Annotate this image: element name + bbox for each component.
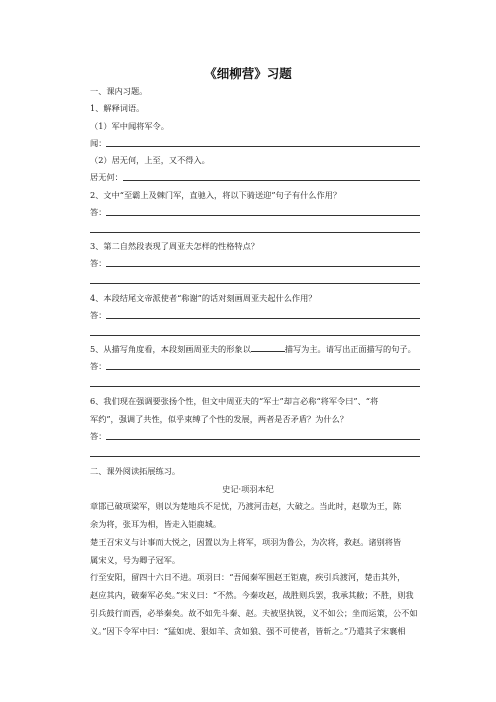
reading-paragraph-line: 余为将，张耳为相，皆走入钜鹿城。 <box>90 519 222 529</box>
question-1-sub-1: （1）军中闻将军令。 <box>90 121 169 131</box>
page-title: 《细柳营》习题 <box>204 66 292 81</box>
question-6-line-1: 6、我们现在强调要张扬个性，但文中周亚夫的“军士”却言必称“将军令曰”、“将 <box>90 396 379 406</box>
answer-line <box>106 439 420 440</box>
answer-line <box>106 146 420 147</box>
answer-label: 居无何： <box>90 172 123 182</box>
reading-paragraph-line: 章邯已破项梁军，则以为楚地兵不足忧，乃渡河击赵，大破之。当此时，赵歇为王，陈 <box>90 501 402 511</box>
answer-line <box>90 283 420 284</box>
reading-paragraph-line: 义。”因下令军中曰：“猛如虎、狠如羊、贪如狼、强不可使者，皆斩之。”乃遣其子宋襄相 <box>90 626 406 636</box>
answer-line <box>106 369 420 370</box>
question-1: 1、解释词语。 <box>90 103 145 113</box>
answer-label: 答： <box>90 310 107 320</box>
answer-line <box>123 180 420 181</box>
answer-line <box>90 456 420 457</box>
question-3: 3、第二自然段表现了周亚夫怎样的性格特点？ <box>90 241 259 251</box>
question-5 <box>90 344 420 354</box>
answer-label: 答： <box>90 258 107 268</box>
reading-paragraph-line: 引兵鼓行而西，必举秦矣。故不如先斗秦、赵。夫被坚执锐，义不如公；坐而运策，公不如 <box>90 608 418 618</box>
answer-label: 闻： <box>90 138 107 148</box>
answer-line <box>106 215 420 216</box>
question-5-text-after: 描写为主。请写出正面描写的句子。 <box>284 344 416 354</box>
reading-paragraph-line: 属宋义，号为卿子冠军。 <box>90 555 181 565</box>
fill-in-blank[interactable] <box>251 351 285 352</box>
question-4: 4、本段结尾文帝派使者“称谢”的话对刻画周亚夫起什么作用？ <box>90 293 317 303</box>
answer-line <box>90 232 420 233</box>
reading-title: 史记·项羽本纪 <box>222 484 274 494</box>
reading-paragraph-line: 楚王召宋义与计事而大悦之，因置以为上将军，项羽为鲁公，为次将，救赵。诸别将皆 <box>90 537 402 547</box>
answer-label: 答： <box>90 361 107 371</box>
section-heading: 一、课内习题。 <box>90 86 148 96</box>
answer-label: 答： <box>90 207 107 217</box>
question-5-text-before: 5、从描写角度看，本段刻画周亚夫的形象以 <box>90 344 251 354</box>
section-heading: 二、课外阅读拓展练习。 <box>90 466 181 476</box>
reading-paragraph-line: 行至安阳，留四十六日不进。项羽曰：“吾闻秦军围赵王钜鹿，疾引兵渡河，楚击其外， <box>90 572 406 582</box>
answer-line <box>90 335 420 336</box>
answer-line <box>106 266 420 267</box>
answer-line <box>90 386 420 387</box>
question-6-line-2: 军约”，强调了共性，似乎束缚了个性的发展，两者是否矛盾？为什么？ <box>90 414 348 424</box>
answer-line <box>106 318 420 319</box>
answer-label: 答： <box>90 431 107 441</box>
reading-paragraph-line: 赵应其内，破秦军必矣。”宋义曰：“不然。今秦攻赵，战胜则兵罢，我承其敝；不胜，则我 <box>90 590 414 600</box>
question-2: 2、文中“至霸上及棘门军，直驰入，将以下骑送迎”句子有什么作用？ <box>90 190 342 200</box>
question-1-sub-2: （2）居无何，上至，又不得入。 <box>90 155 210 165</box>
